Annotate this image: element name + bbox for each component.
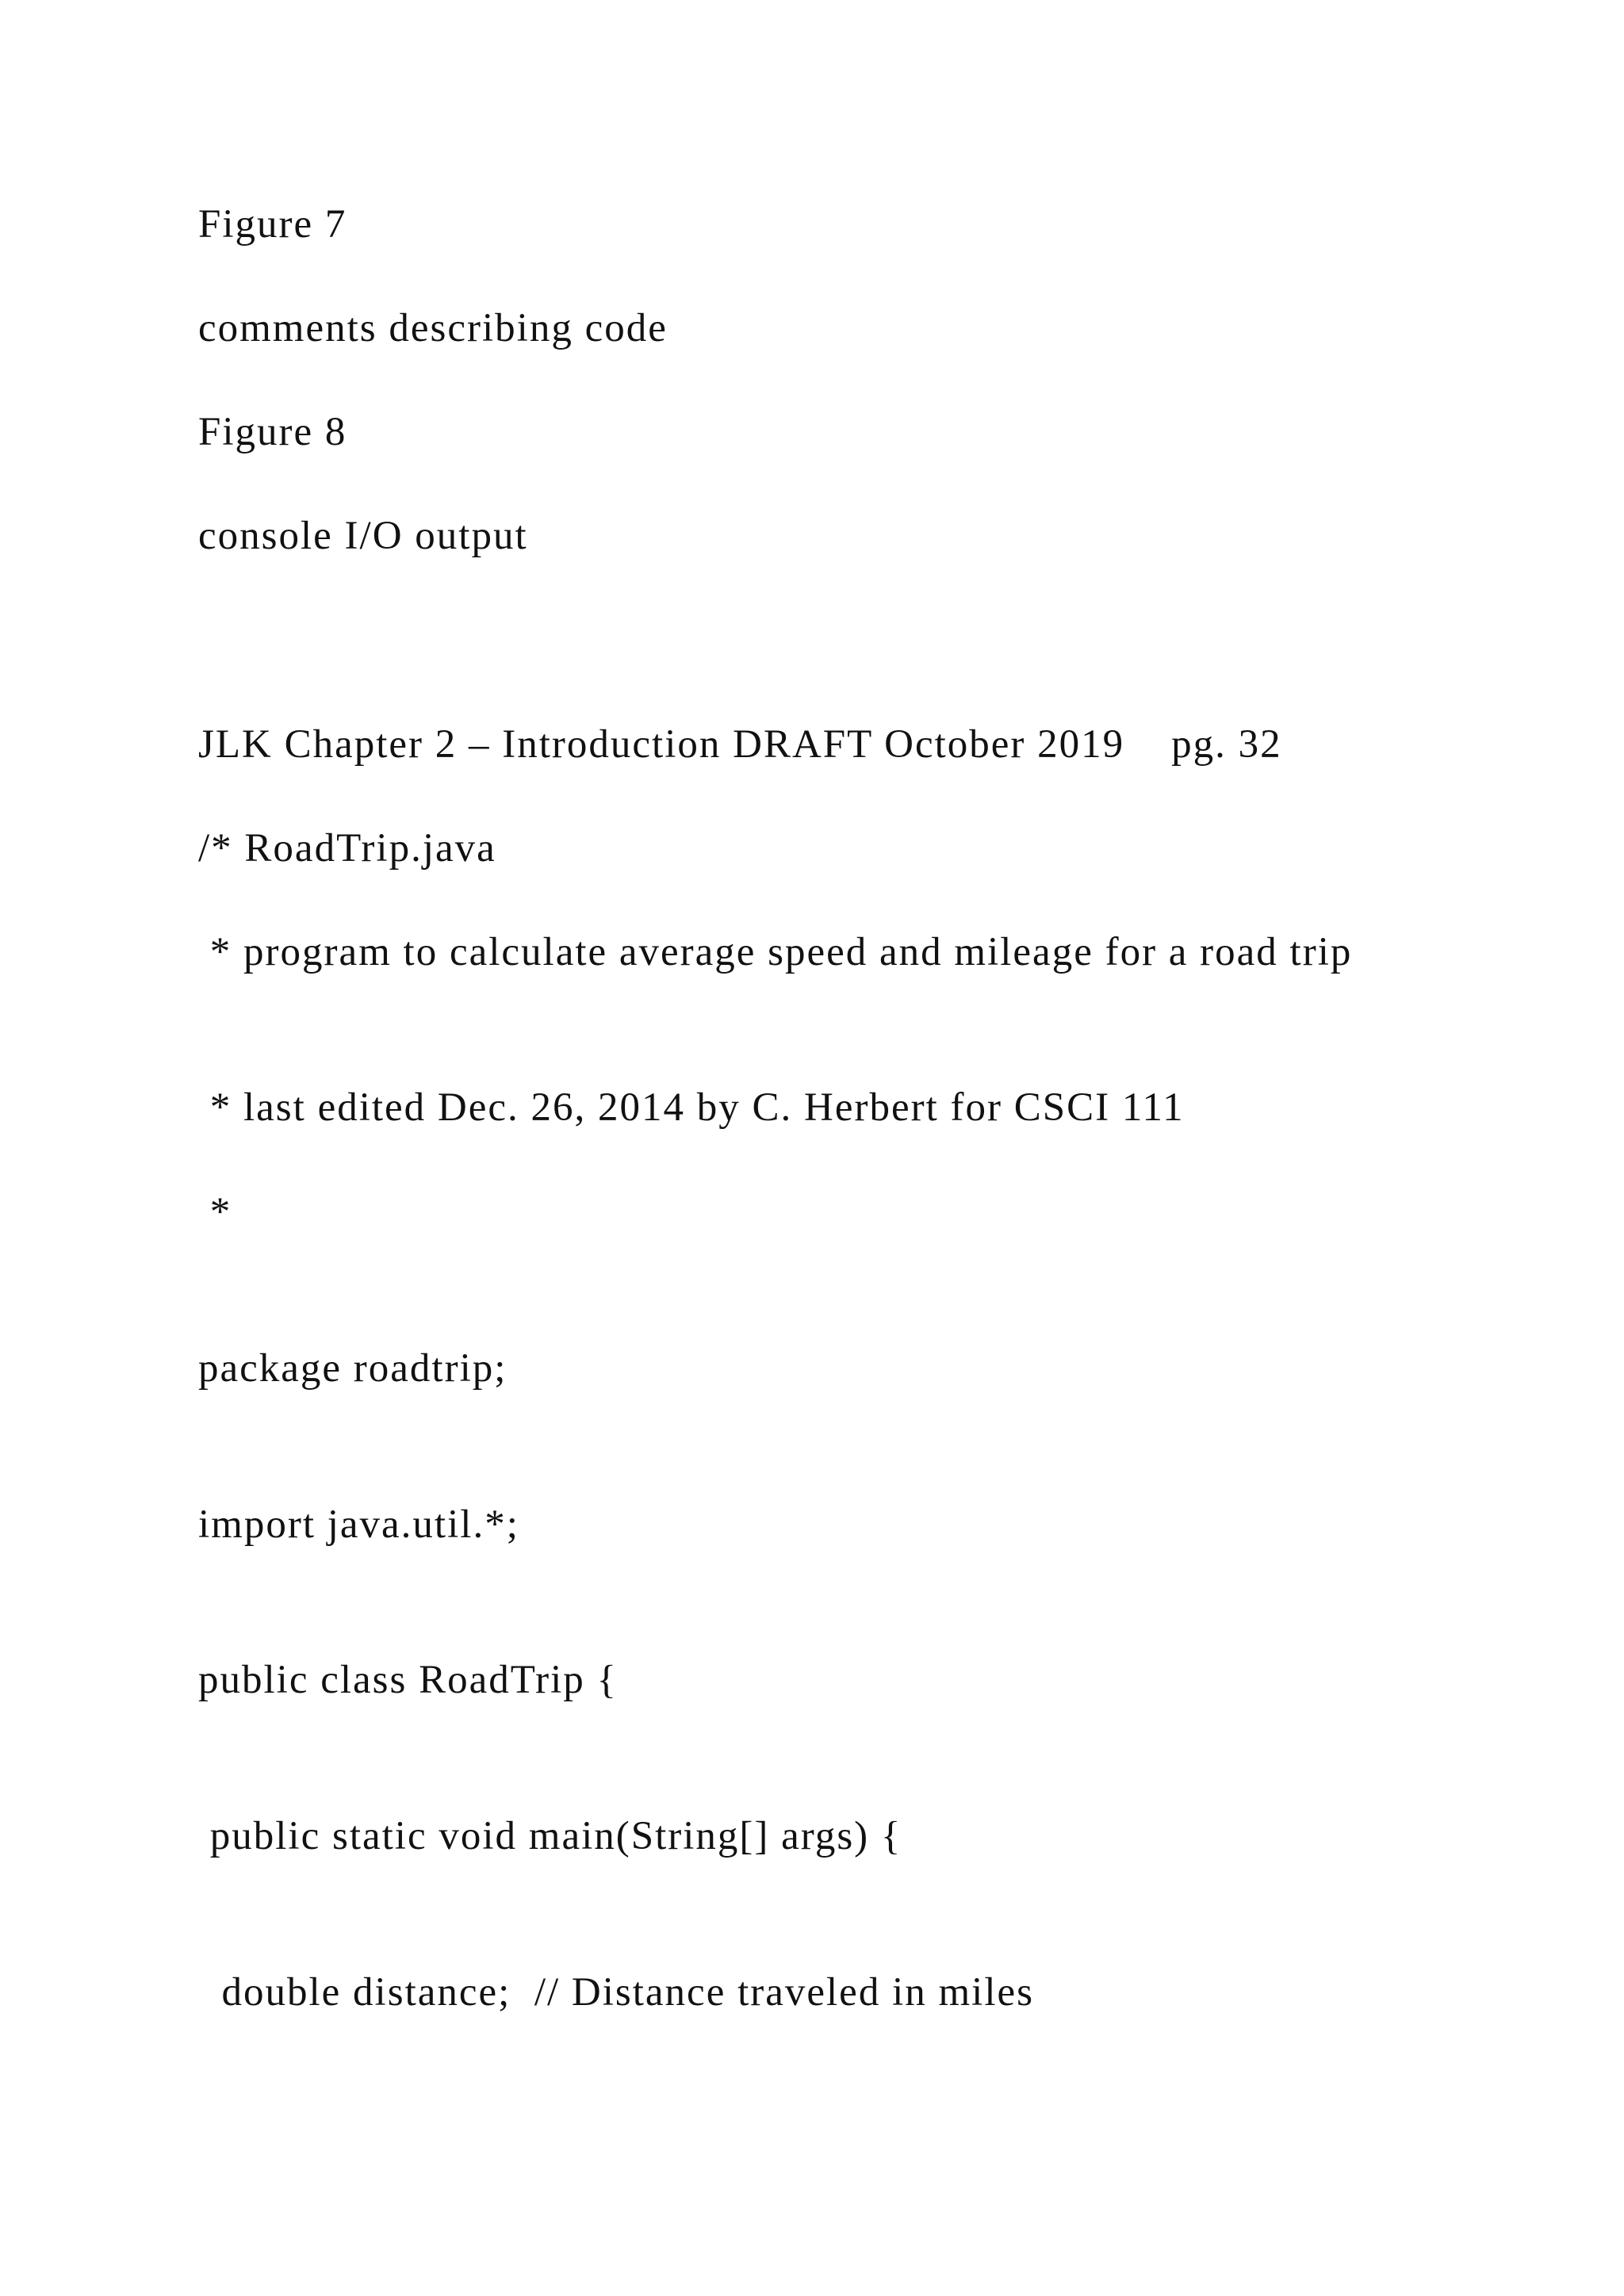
code-package-line: package roadtrip; xyxy=(198,1346,508,1391)
figure-7-label: Figure 7 xyxy=(198,202,347,247)
page-header: JLK Chapter 2 – Introduction DRAFT October 2019 pg. 32 xyxy=(198,722,1282,767)
figure-8-label: Figure 8 xyxy=(198,410,347,454)
code-main-line: public static void main(String[] args) { xyxy=(198,1814,902,1858)
code-comment-edited: * last edited Dec. 26, 2014 by C. Herbert for CSCI 111 xyxy=(198,1085,1185,1130)
code-comment-star: * xyxy=(198,1190,232,1234)
code-class-line: public class RoadTrip { xyxy=(198,1658,619,1702)
figure-8-caption: console I/O output xyxy=(198,514,528,558)
code-comment-program: * program to calculate average speed and mileage for a road trip xyxy=(198,930,1353,974)
code-comment-open: /* RoadTrip.java xyxy=(198,826,496,871)
code-import-line: import java.util.*; xyxy=(198,1502,519,1547)
code-distance-line: double distance; // Distance traveled in miles xyxy=(198,1970,1034,2015)
figure-7-caption: comments describing code xyxy=(198,306,668,350)
